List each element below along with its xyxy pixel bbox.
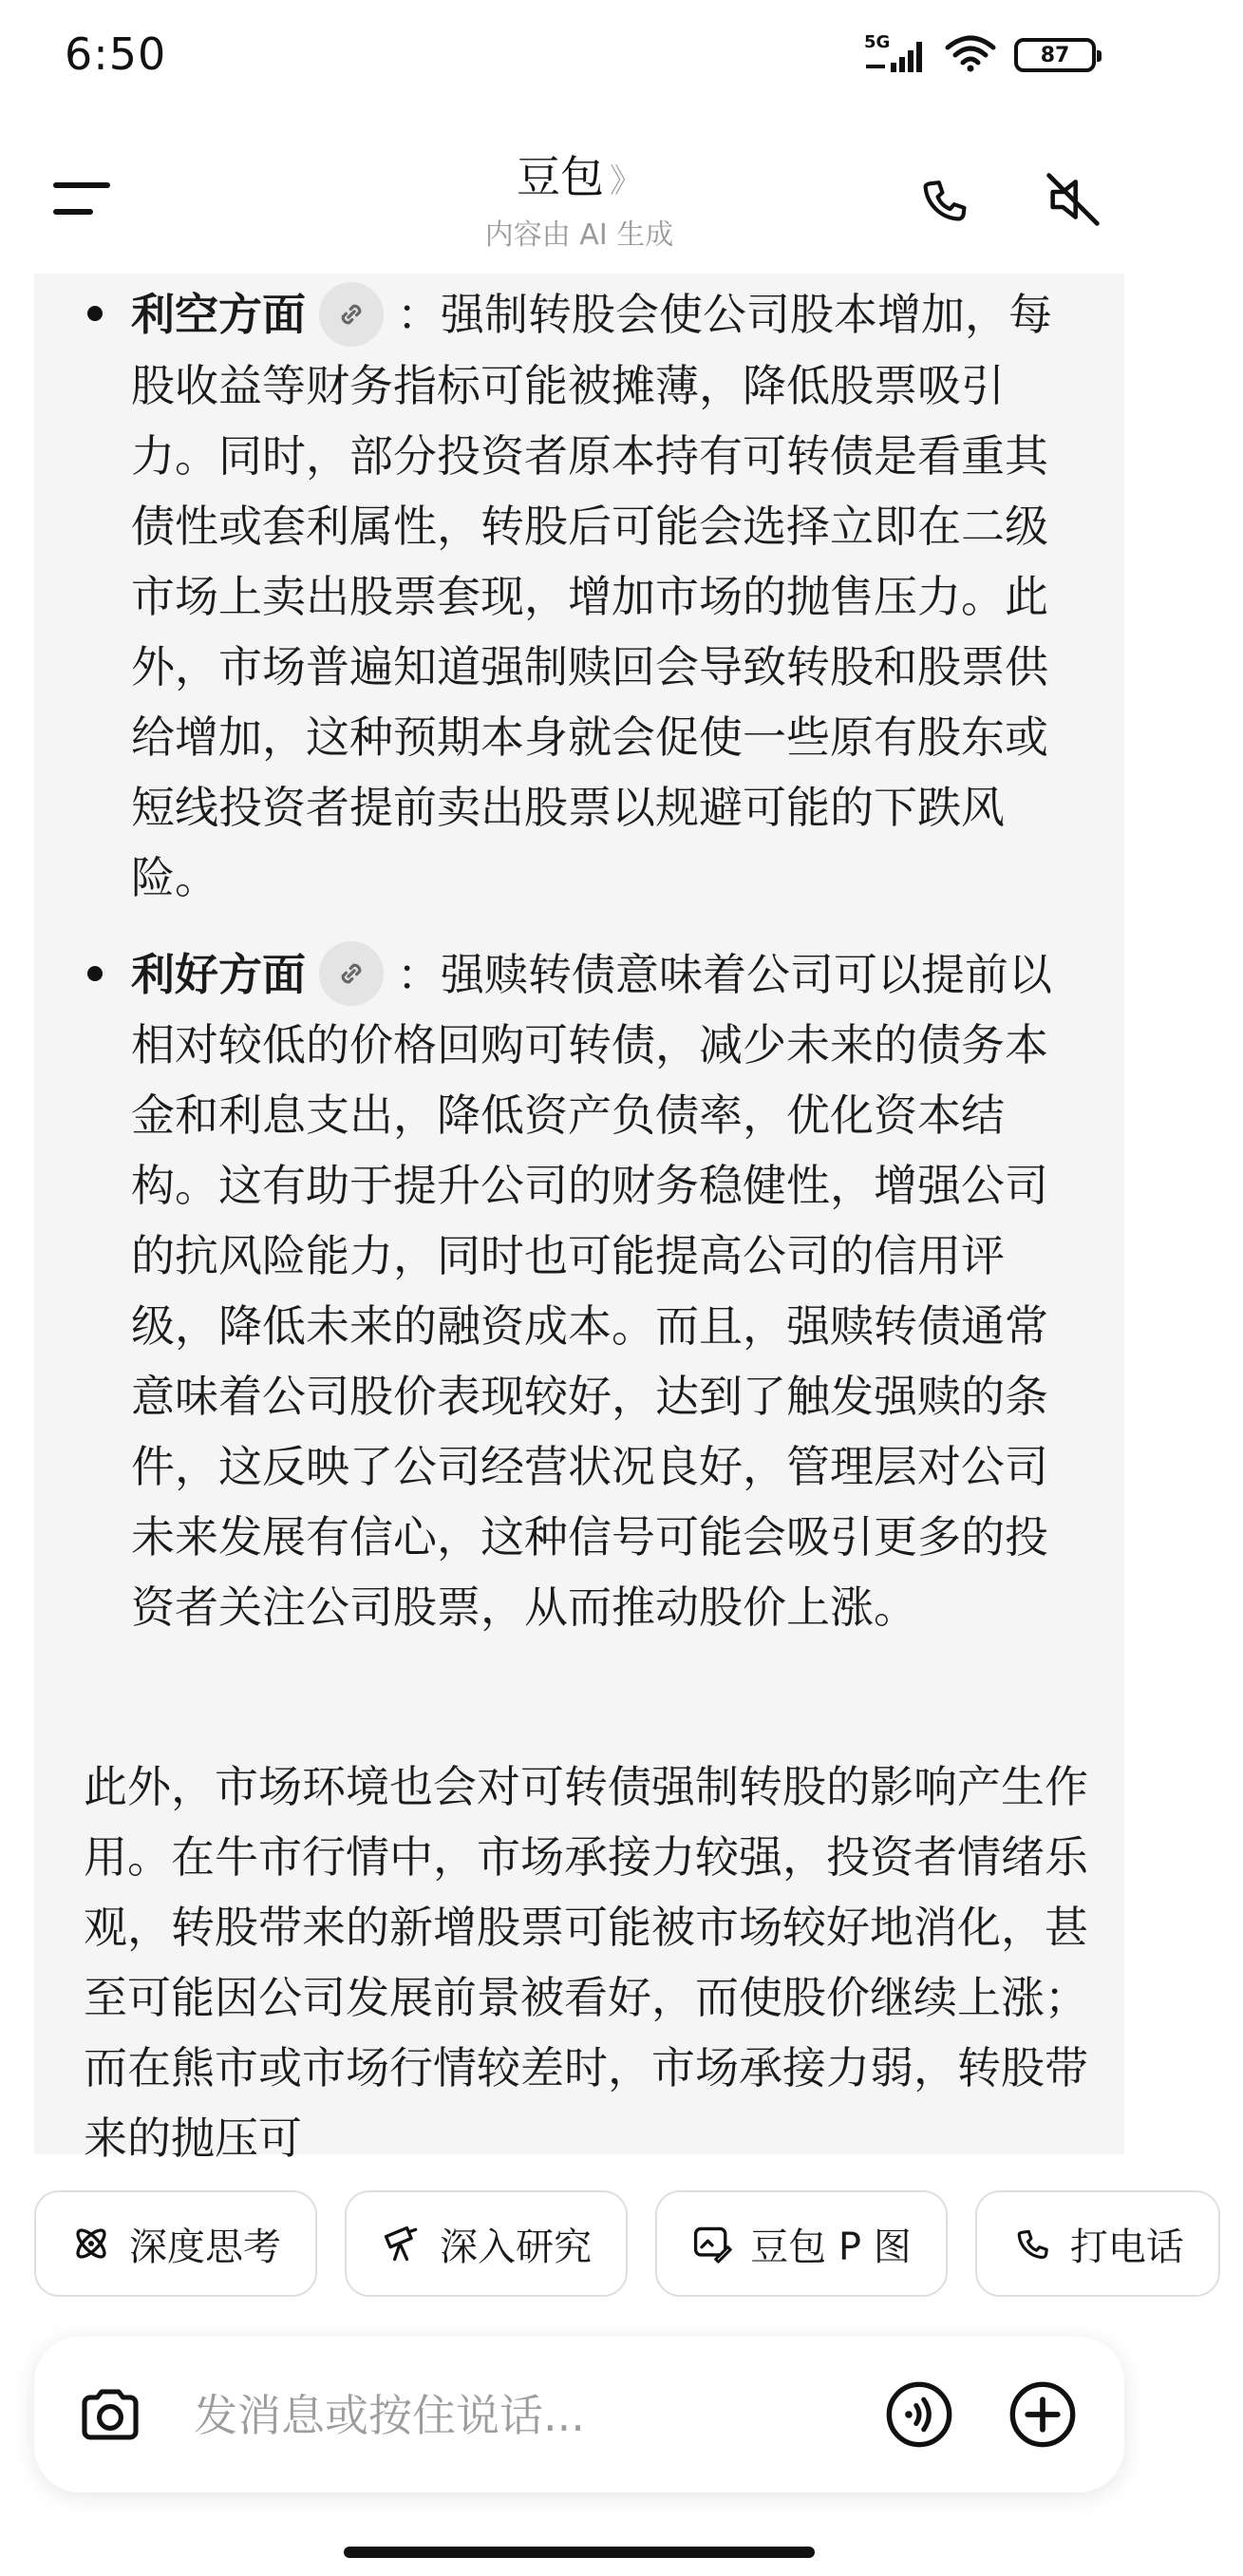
point-body: 强制转股会使公司股本增加，每股收益等财务指标可能被摊薄，降低股票吸引力。同时，部分投资者原本持有可转债是看重其债性或套利属性，转股后可能会选择立即在二级市场上卖出股票套现，增加市场的抛售压力。此外，市场普遍知道强制赎回会导致转股和股票供给增加，这种预期本身就会促使一些原有股东或短线投资者提前卖出股票以规避可能的下跌风险。 — [131, 289, 1052, 903]
reference-link-button[interactable] — [319, 941, 384, 1006]
reference-link-button[interactable] — [319, 282, 384, 347]
message-input[interactable] — [192, 2377, 803, 2454]
point-title: 利好方面 — [131, 948, 306, 1000]
call-button[interactable] — [906, 161, 982, 237]
chip-label: 深度思考 — [129, 2225, 281, 2269]
telescope-icon — [381, 2223, 423, 2264]
chip-image-edit[interactable] — [655, 2190, 948, 2297]
network-type-label: 5G — [864, 32, 891, 52]
list-item — [34, 939, 1124, 1643]
quick-action-bar — [34, 2190, 1184, 2301]
add-button[interactable] — [1005, 2377, 1081, 2453]
voice-wave-icon — [883, 2378, 955, 2451]
bullet-list — [34, 279, 1124, 1669]
point-separator: ： — [397, 289, 441, 340]
wifi-icon — [944, 34, 997, 76]
app-title[interactable]: 豆包 — [517, 151, 604, 202]
point-title: 利空方面 — [131, 289, 306, 340]
speaker-mute-button[interactable] — [1035, 161, 1111, 237]
ai-disclaimer: 内容由 AI 生成 — [484, 218, 674, 252]
point-separator: ： — [397, 948, 441, 1000]
chip-label: 打电话 — [1069, 2225, 1184, 2269]
status-icons — [864, 34, 1096, 76]
phone-icon — [1011, 2223, 1053, 2264]
chip-deep-research[interactable] — [345, 2190, 628, 2297]
chip-label: 豆包 P 图 — [750, 2225, 912, 2269]
link-icon — [333, 296, 369, 332]
list-item — [34, 279, 1124, 913]
chat-header — [0, 122, 1158, 274]
bullet-dot — [87, 966, 103, 981]
chip-label: 深入研究 — [440, 2225, 593, 2269]
message-input-bar — [34, 2337, 1124, 2492]
battery-indicator — [1014, 38, 1096, 72]
home-indicator[interactable] — [344, 2547, 815, 2558]
phone-icon — [914, 170, 973, 229]
plus-icon — [1007, 2378, 1079, 2451]
link-icon — [333, 956, 369, 992]
header-title-area[interactable] — [0, 142, 1158, 253]
chip-call[interactable] — [975, 2190, 1220, 2297]
image-edit-icon — [691, 2223, 733, 2264]
camera-icon — [76, 2380, 144, 2449]
speaker-muted-icon — [1043, 169, 1103, 230]
chip-deep-thinking[interactable] — [34, 2190, 317, 2297]
battery-level: 87 — [1040, 43, 1070, 67]
cellular-signal-icon — [864, 32, 927, 74]
chevron-right-icon: 》 — [610, 162, 642, 200]
assistant-message — [34, 274, 1124, 2164]
voice-call-button[interactable] — [881, 2377, 957, 2453]
atom-icon — [70, 2223, 112, 2264]
camera-button[interactable] — [72, 2377, 148, 2453]
status-time: 6:50 — [65, 28, 167, 80]
point-body: 强赎转债意味着公司可以提前以相对较低的价格回购可转债，减少未来的债务本金和利息支出，降低资产负债率，优化资本结构。这有助于提升公司的财务稳健性，增强公司的抗风险能力，同时也可能提高公司的信用评级，降低未来的融资成本。而且，强赎转债通常意味着公司股价表现较好，达到了触发强赎的条件，这反映了公司经营状况良好，管理层对公司未来发展有信心，这种信号可能会吸引更多的投资者关注公司股票，从而推动股价上涨。 — [131, 948, 1052, 1633]
bullet-dot — [87, 306, 103, 321]
message-paragraph: 此外，市场环境也会对可转债强制转股的影响产生作用。在牛市行情中，市场承接力较强，投资者情绪乐观，转股带来的新增股票可能被市场较好地消化，甚至可能因公司发展前景被看好，而使股价继续上涨；而在熊市或市场行情较差时，市场承接力弱，转股带来的抛压可 — [84, 1761, 1088, 2164]
status-bar — [0, 0, 1158, 122]
